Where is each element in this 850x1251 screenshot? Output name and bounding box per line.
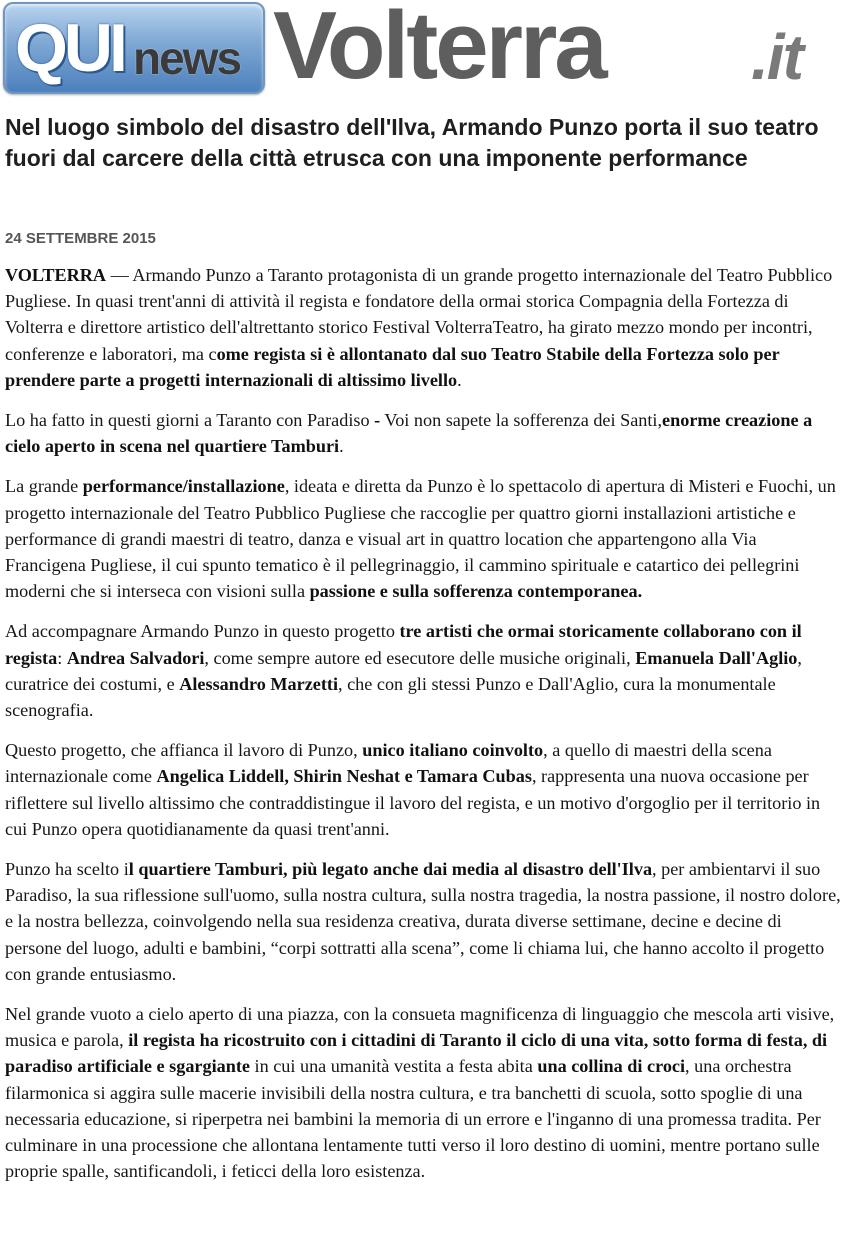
text-span: : — [57, 647, 67, 668]
bold-text: Angelica Liddell, Shirin Neshat e Tamara Cubas — [156, 766, 532, 787]
text-span: , per ambientarvi il suo Paradiso, la sua riflessione sull'uomo, sulla nostra cultura, sulla nostra tragedia, la nostra passione, il nostro dolore, e la nostra bellezza, coinvolgendo nella sua residenza creativa, durata diverse settimane, decine e decine di persone del luogo, adulti e bambini, “corpi sottratti alla scena”, come li chiama lui, che hanno accolto il progetto con grande entusiasmo. — [5, 859, 841, 984]
bold-text: Emanuela Dall'Aglio — [635, 647, 798, 668]
bold-text: tre artisti che ormai storicamente collaborano con il regista — [5, 621, 802, 668]
article-paragraph — [5, 1001, 841, 1184]
article-paragraph — [5, 737, 841, 842]
logo-news-text: news — [133, 32, 241, 84]
bold-text: passione e sulla sofferenza contemporanea. — [309, 581, 643, 602]
text-span: Lo ha fatto in questi giorni a Taranto con Paradiso — [5, 410, 375, 431]
text-span: . — [457, 369, 462, 390]
bold-text: VOLTERRA — [5, 265, 107, 285]
text-span: , a quello di maestri della scena internazionale come — [5, 740, 772, 787]
logo-city-text: Volterra — [273, 0, 605, 99]
text-span: , una orchestra filarmonica si aggira sulle macerie invisibili della nostra cultura, e tra banchetti di scuola, sotto spoglie di una necessaria educazione, si riperpetra nei bambini la memoria di un errore e l'inganno di una promessa tradita. Per culminare in una processione che allontana lentamente tutti verso il loro destino di uomini, mentre portano sulle proprie spalle, santificandoli, i feticci della loro esistenza. — [5, 1056, 821, 1182]
article-paragraph — [5, 473, 841, 604]
bold-text: Alessandro Marzetti — [179, 673, 339, 694]
bold-text: performance/installazione — [82, 476, 285, 497]
text-span: , curatrice dei costumi, e — [5, 647, 802, 694]
text-span: , come sempre autore ed esecutore delle musiche originali, — [204, 647, 636, 668]
text-span: , rappresenta una nuova occasione per riflettere sul livello altissimo che contraddistingue il lavoro del regista, e un motivo d'orgoglio per il territorio in cui Punzo opera quotidianamente da quasi trent'anni. — [5, 766, 821, 839]
text-span: Voi non sapete la sofferenza dei Santi, — [380, 410, 663, 431]
logo-qui-text: QUI — [15, 10, 124, 86]
logo-tld-text: .it — [751, 21, 802, 93]
text-span: Nel grande vuoto a cielo aperto di una piazza, con la consueta magnificenza di linguaggio che mescola arti visive, musica e parola, — [5, 1004, 835, 1051]
article-body — [5, 262, 841, 1199]
article-title: Nel luogo simbolo del disastro dell'Ilva, Armando Punzo porta il suo teatro fuori dal carcere della città etrusca con una imponente performance — [5, 114, 819, 171]
article-paragraph — [5, 856, 841, 987]
text-span: , che con gli stessi Punzo e Dall'Aglio, cura la monumentale scenografia. — [5, 673, 776, 721]
bold-text: enorme creazione a cielo aperto in scena nel quartiere Tamburi — [5, 410, 813, 457]
text-span: in cui una umanità vestita a festa abita — [249, 1056, 538, 1077]
article-date: 24 SETTEMBRE 2015 — [5, 230, 156, 247]
article-paragraph — [5, 262, 841, 393]
text-span: Punzo ha scelto i — [5, 859, 129, 880]
text-span: , ideata e diretta da Punzo è lo spettacolo di apertura di Misteri e Fuochi, un progetto internazionale del Teatro Pubblico Pugliese che raccoglie per quattro giorni installazioni artistiche e performance di grandi maestri di teatro, danza e visual art in quattro location che appartengono alla Via Francigena Pugliese, il cui spunto tematico è il pellegrinaggio, il cammino spirituale e catartico dei pellegrini moderni che si interseca con visioni sulla — [5, 476, 836, 602]
text-span: La grande — [5, 476, 83, 497]
text-span: Ad accompagnare Armando Punzo in questo progetto — [5, 621, 400, 642]
text-span: Questo progetto, che affianca il lavoro di Punzo, — [5, 740, 363, 761]
bold-text: una collina di croci — [537, 1056, 686, 1077]
bold-text: unico italiano coinvolto — [362, 740, 544, 761]
quinews-logo[interactable] — [3, 2, 265, 94]
bold-text: l quartiere Tamburi, più legato anche dai media al disastro dell'Ilva — [128, 859, 653, 880]
bold-text: - — [374, 410, 381, 431]
site-header — [3, 0, 833, 99]
text-span: . — [339, 436, 344, 457]
text-span: — Armando Punzo a Taranto protagonista di un grande progetto internazionale del Teatro Pubblico Pugliese. In quasi trent'anni di attività il regista e fondatore della ormai storica Compagnia della Fortezza di Volterra e direttore artistico dell'altrettanto storico Festival VolterraTeatro, ha girato mezzo mondo per incontri, conferenze e laboratori, ma c — [5, 265, 833, 364]
bold-text: il regista ha ricostruito con i cittadini di Taranto il ciclo di una vita, sotto forma di festa, di paradiso artificiale e sgargiante — [5, 1030, 828, 1077]
article-paragraph — [5, 618, 841, 723]
bold-text: ome regista si è allontanato dal suo Teatro Stabile della Fortezza solo per prendere parte a progetti internazionali di altissimo livello — [5, 343, 780, 390]
article-paragraph — [5, 407, 841, 459]
bold-text: Andrea Salvadori — [66, 647, 205, 668]
